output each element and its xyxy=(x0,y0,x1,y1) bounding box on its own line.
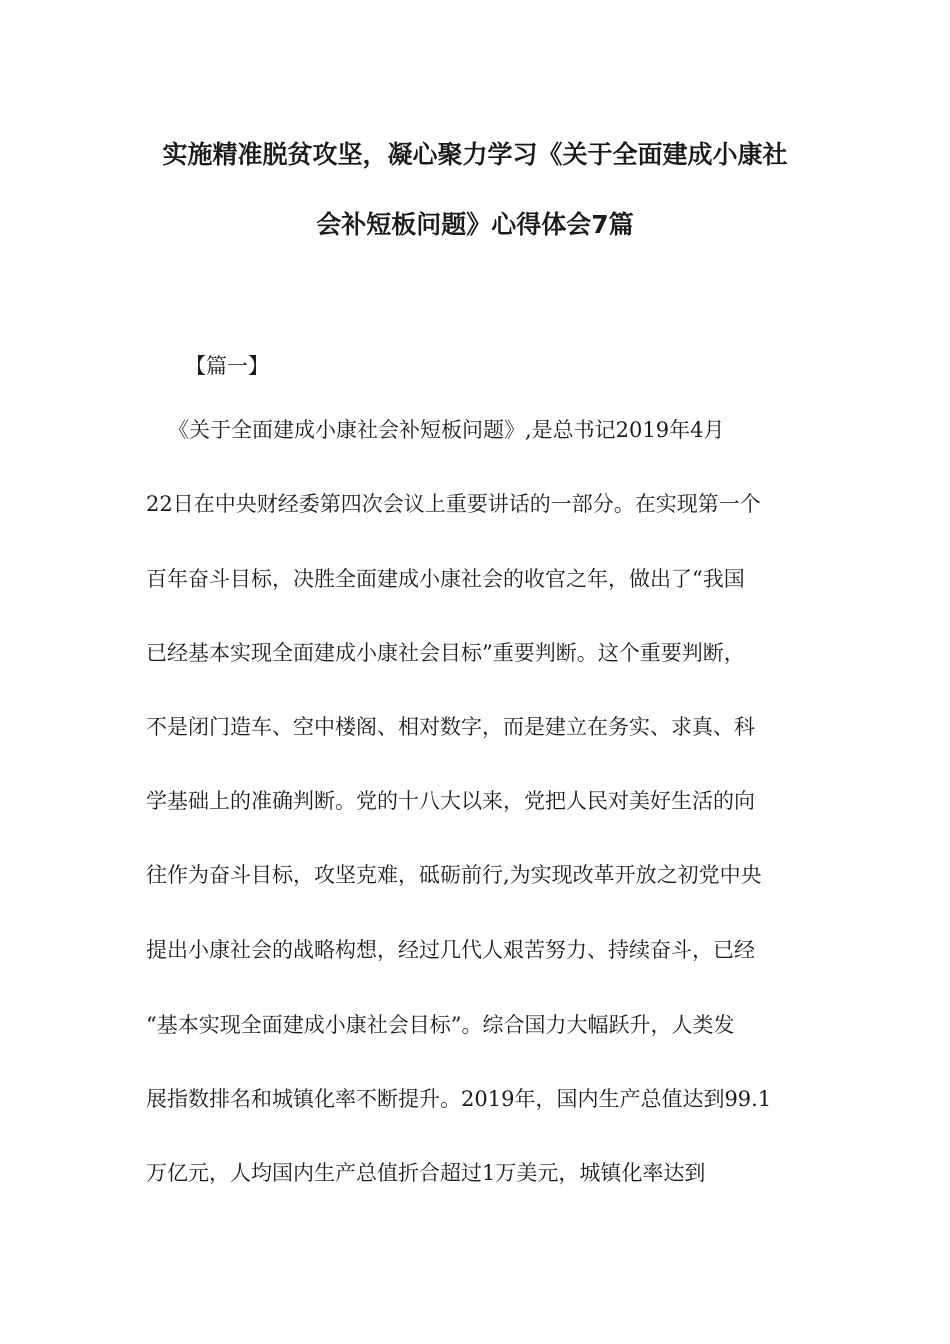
paragraph-line: 百年奋斗目标，决胜全面建成小康社会的收官之年，做出了“我国 xyxy=(146,567,745,591)
paragraph-line: 《关于全面建成小康社会补短板问题》,是总书记2019年4月 xyxy=(168,418,725,442)
paragraph-line: 往作为奋斗目标，攻坚克难，砥砺前行,为实现改革开放之初党中央 xyxy=(146,863,762,887)
paragraph-line: “基本实现全面建成小康社会目标”。综合国力大幅跃升，人类发 xyxy=(146,1013,735,1037)
section-label: 【篇一】 xyxy=(185,354,269,378)
document-title-line-1: 实施精准脱贫攻坚，凝心聚力学习《关于全面建成小康社 xyxy=(162,140,788,169)
paragraph-line: 提出小康社会的战略构想，经过几代人艰苦努力、持续奋斗，已经 xyxy=(146,938,755,962)
paragraph-line: 已经基本实现全面建成小康社会目标”重要判断。这个重要判断， xyxy=(146,641,745,665)
paragraph-line: 万亿元，人均国内生产总值折合超过1万美元，城镇化率达到 xyxy=(146,1161,706,1185)
paragraph-line: 展指数排名和城镇化率不断提升。2019年，国内生产总值达到99.1 xyxy=(146,1087,772,1111)
paragraph-line: 22日在中央财经委第四次会议上重要讲话的一部分。在实现第一个 xyxy=(146,492,761,516)
document-title-line-2: 会补短板问题》心得体会7篇 xyxy=(316,210,634,239)
paragraph-line: 不是闭门造车、空中楼阁、相对数字，而是建立在务实、求真、科 xyxy=(146,715,755,739)
paragraph-line: 学基础上的准确判断。党的十八大以来，党把人民对美好生活的向 xyxy=(146,789,755,813)
